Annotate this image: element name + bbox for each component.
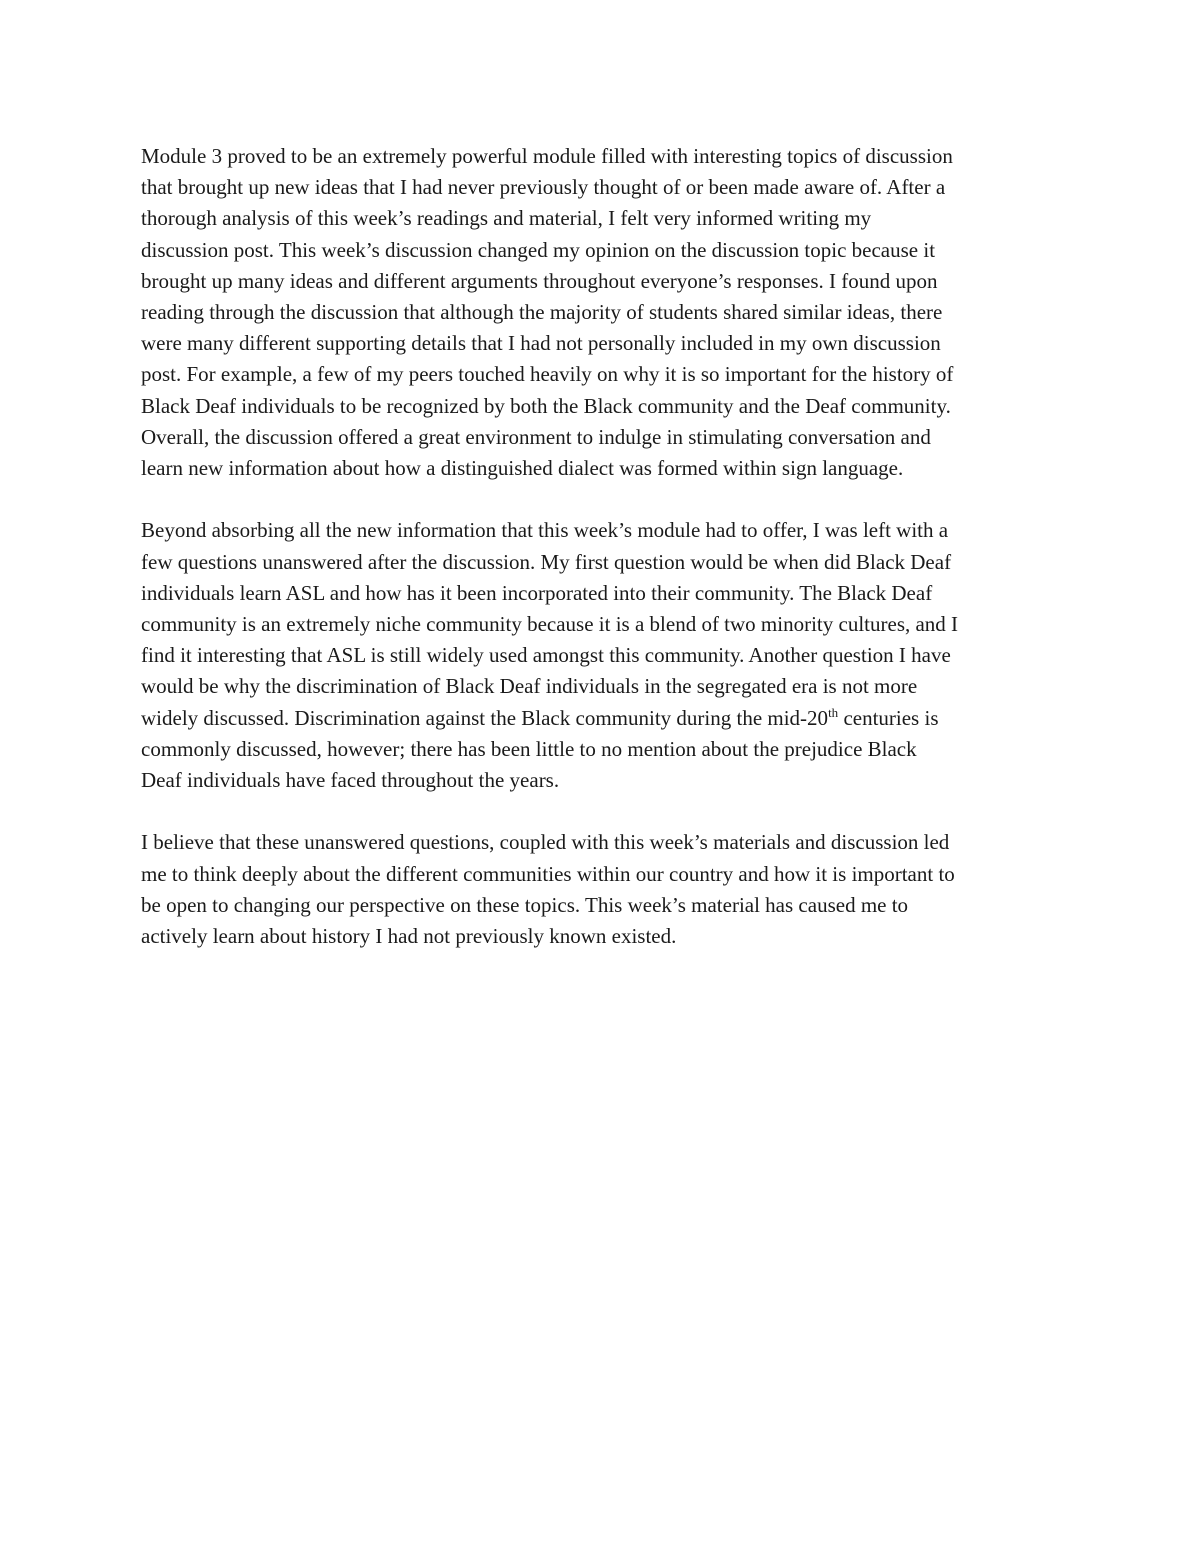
paragraph-1 <box>141 141 1061 484</box>
text-segment: centuries is <box>838 705 939 730</box>
text-line: that brought up new ideas that I had never previously thought of or been made aware of. After a <box>141 175 946 200</box>
text-line: me to think deeply about the different communities within our country and how it is important to <box>141 861 955 886</box>
text-line: would be why the discrimination of Black Deaf individuals in the segregated era is not more <box>141 674 918 699</box>
text-line: community is an extremely niche community because it is a blend of two minority cultures, and I <box>141 612 959 637</box>
text-line: brought up many ideas and different arguments throughout everyone’s responses. I found upon <box>141 268 938 293</box>
text-line: commonly discussed, however; there has been little to no mention about the prejudice Black <box>141 736 917 761</box>
text-line: few questions unanswered after the discussion. My first question would be when did Black Deaf <box>141 549 952 574</box>
text-line: post. For example, a few of my peers touched heavily on why it is so important for the history of <box>141 362 954 387</box>
text-line: Black Deaf individuals to be recognized by both the Black community and the Deaf community. <box>141 393 951 418</box>
text-line: individuals learn ASL and how has it been incorporated into their community. The Black Deaf <box>141 580 933 605</box>
text-line: learn new information about how a distinguished dialect was formed within sign language. <box>141 456 904 481</box>
text-line: Beyond absorbing all the new information that this week’s module had to offer, I was left with a <box>141 518 949 543</box>
text-line: Overall, the discussion offered a great environment to indulge in stimulating conversation and <box>141 424 931 449</box>
text-line-with-superscript <box>141 703 1061 734</box>
text-line: were many different supporting details that I had not personally included in my own discussion <box>141 331 941 356</box>
ordinal-superscript: th <box>828 704 839 720</box>
text-line: find it interesting that ASL is still widely used amongst this community. Another question I have <box>141 643 951 668</box>
text-line: reading through the discussion that although the majority of students shared similar ideas, there <box>141 300 943 325</box>
text-line: be open to changing our perspective on these topics. This week’s material has caused me to <box>141 892 909 917</box>
text-line: thorough analysis of this week’s readings and material, I felt very informed writing my <box>141 206 872 231</box>
text-line: actively learn about history I had not previously known existed. <box>141 924 677 949</box>
paragraph-2 <box>141 515 1061 796</box>
text-line: Module 3 proved to be an extremely powerful module filled with interesting topics of discussion <box>141 144 953 168</box>
text-line: Deaf individuals have faced throughout the years. <box>141 768 560 793</box>
paragraph-3 <box>141 827 1061 952</box>
text-segment: widely discussed. Discrimination against the Black community during the mid-20 <box>141 705 829 730</box>
text-line: discussion post. This week’s discussion changed my opinion on the discussion topic because it <box>141 237 936 262</box>
text-line: I believe that these unanswered questions, coupled with this week’s materials and discussion led <box>141 830 950 855</box>
document-body <box>141 141 1061 983</box>
